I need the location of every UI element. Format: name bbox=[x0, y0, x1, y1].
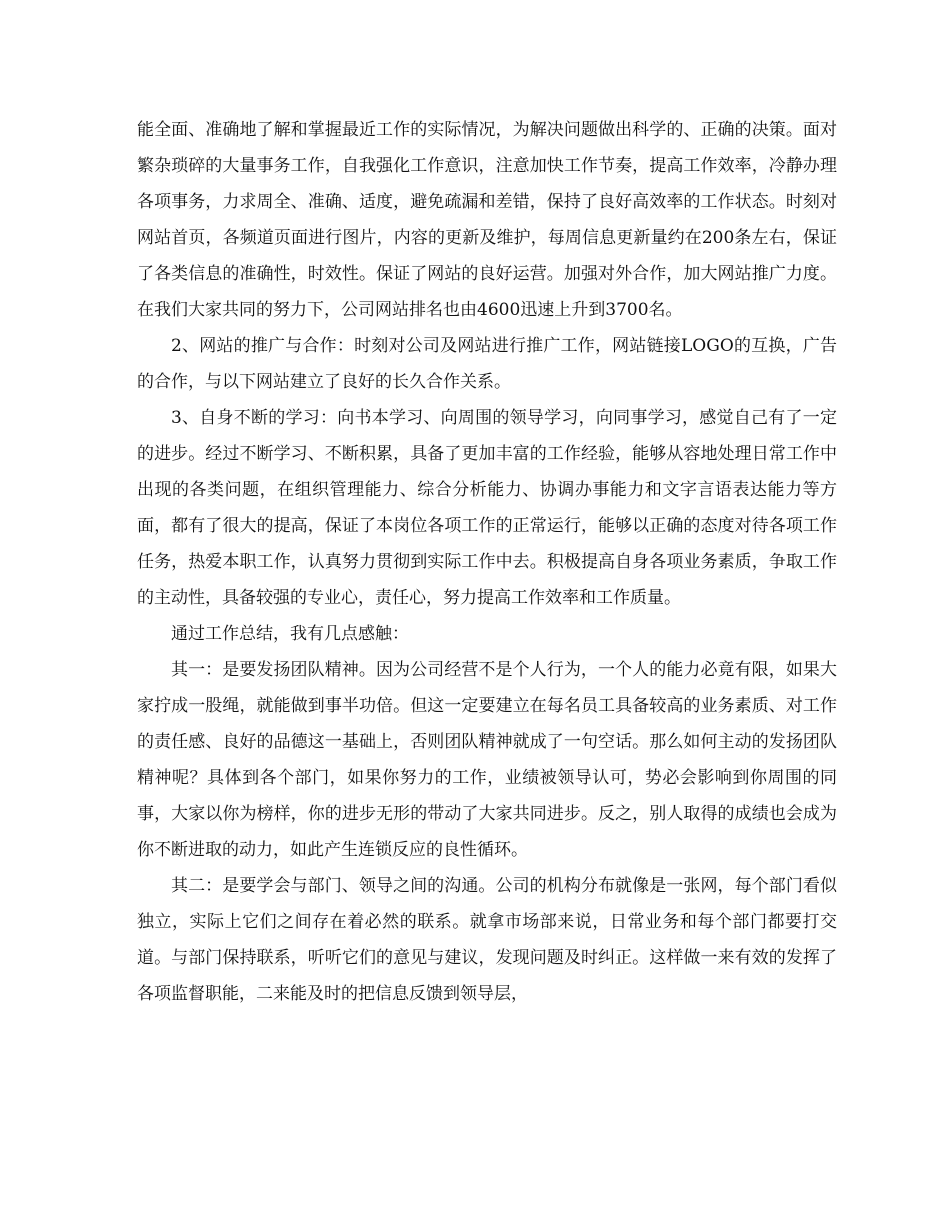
paragraph-reflections-intro: 通过工作总结，我有几点感触： bbox=[171, 624, 409, 644]
paragraph-website-promotion: 2、网站的推广与合作：时刻对公司及网站进行推广工作，网站链接LOGO的互换，广告的合作，与以下网站建立了良好的长久合作关系。 bbox=[137, 336, 837, 392]
paragraph-communication: 其二：是要学会与部门、领导之间的沟通。公司的机构分布就像是一张网，每个部门看似独立，实际上它们之间存在着必然的联系。就拿市场部来说，日常业务和每个部门都要打交道。与部门保持联系，听听它们的意见与建议，发现问题及时纠正。这样做一来有效的发挥了各项监督职能，二来能及时的把信息反馈到领导层， bbox=[137, 876, 837, 1004]
paragraph-team-spirit: 其一：是要发扬团队精神。因为公司经营不是个人行为，一个人的能力必竟有限，如果大家拧成一股绳，就能做到事半功倍。但这一定要建立在每名员工具备较高的业务素质、对工作的责任感、良好的品德这一基础上，否则团队精神就成了一句空话。那么如何主动的发扬团队精神呢？具体到各个部门，如果你努力的工作，业绩被领导认可，势必会影响到你周围的同事，大家以你为榜样，你的进步无形的带动了大家共同进步。反之，别人取得的成绩也会成为你不断进取的动力，如此产生连锁反应的良性循环。 bbox=[137, 660, 837, 860]
paragraph-self-learning: 3、自身不断的学习：向书本学习、向周围的领导学习，向同事学习，感觉自己有了一定的进步。经过不断学习、不断积累，具备了更加丰富的工作经验，能够从容地处理日常工作中出现的各类问题，在组织管理能力、综合分析能力、协调办事能力和文字言语表达能力等方面，都有了很大的提高，保证了本岗位各项工作的正常运行，能够以正确的态度对待各项工作任务，热爱本职工作，认真努力贯彻到实际工作中去。积极提高自身各项业务素质，争取工作的主动性，具备较强的专业心，责任心，努力提高工作效率和工作质量。 bbox=[137, 408, 837, 608]
paragraph-continuation: 能全面、准确地了解和掌握最近工作的实际情况，为解决问题做出科学的、正确的决策。面对繁杂琐碎的大量事务工作，自我强化工作意识，注意加快工作节奏，提高工作效率，冷静办理各项事务，力求周全、准确、适度，避免疏漏和差错，保持了良好高效率的工作状态。时刻对网站首页，各频道页面进行图片，内容的更新及维护，每周信息更新量约在200条左右，保证了各类信息的准确性，时效性。保证了网站的良好运营。加强对外合作，加大网站推广力度。在我们大家共同的努力下，公司网站排名也由4600迅速上升到3700名。 bbox=[137, 120, 837, 320]
document-body bbox=[137, 112, 837, 1012]
